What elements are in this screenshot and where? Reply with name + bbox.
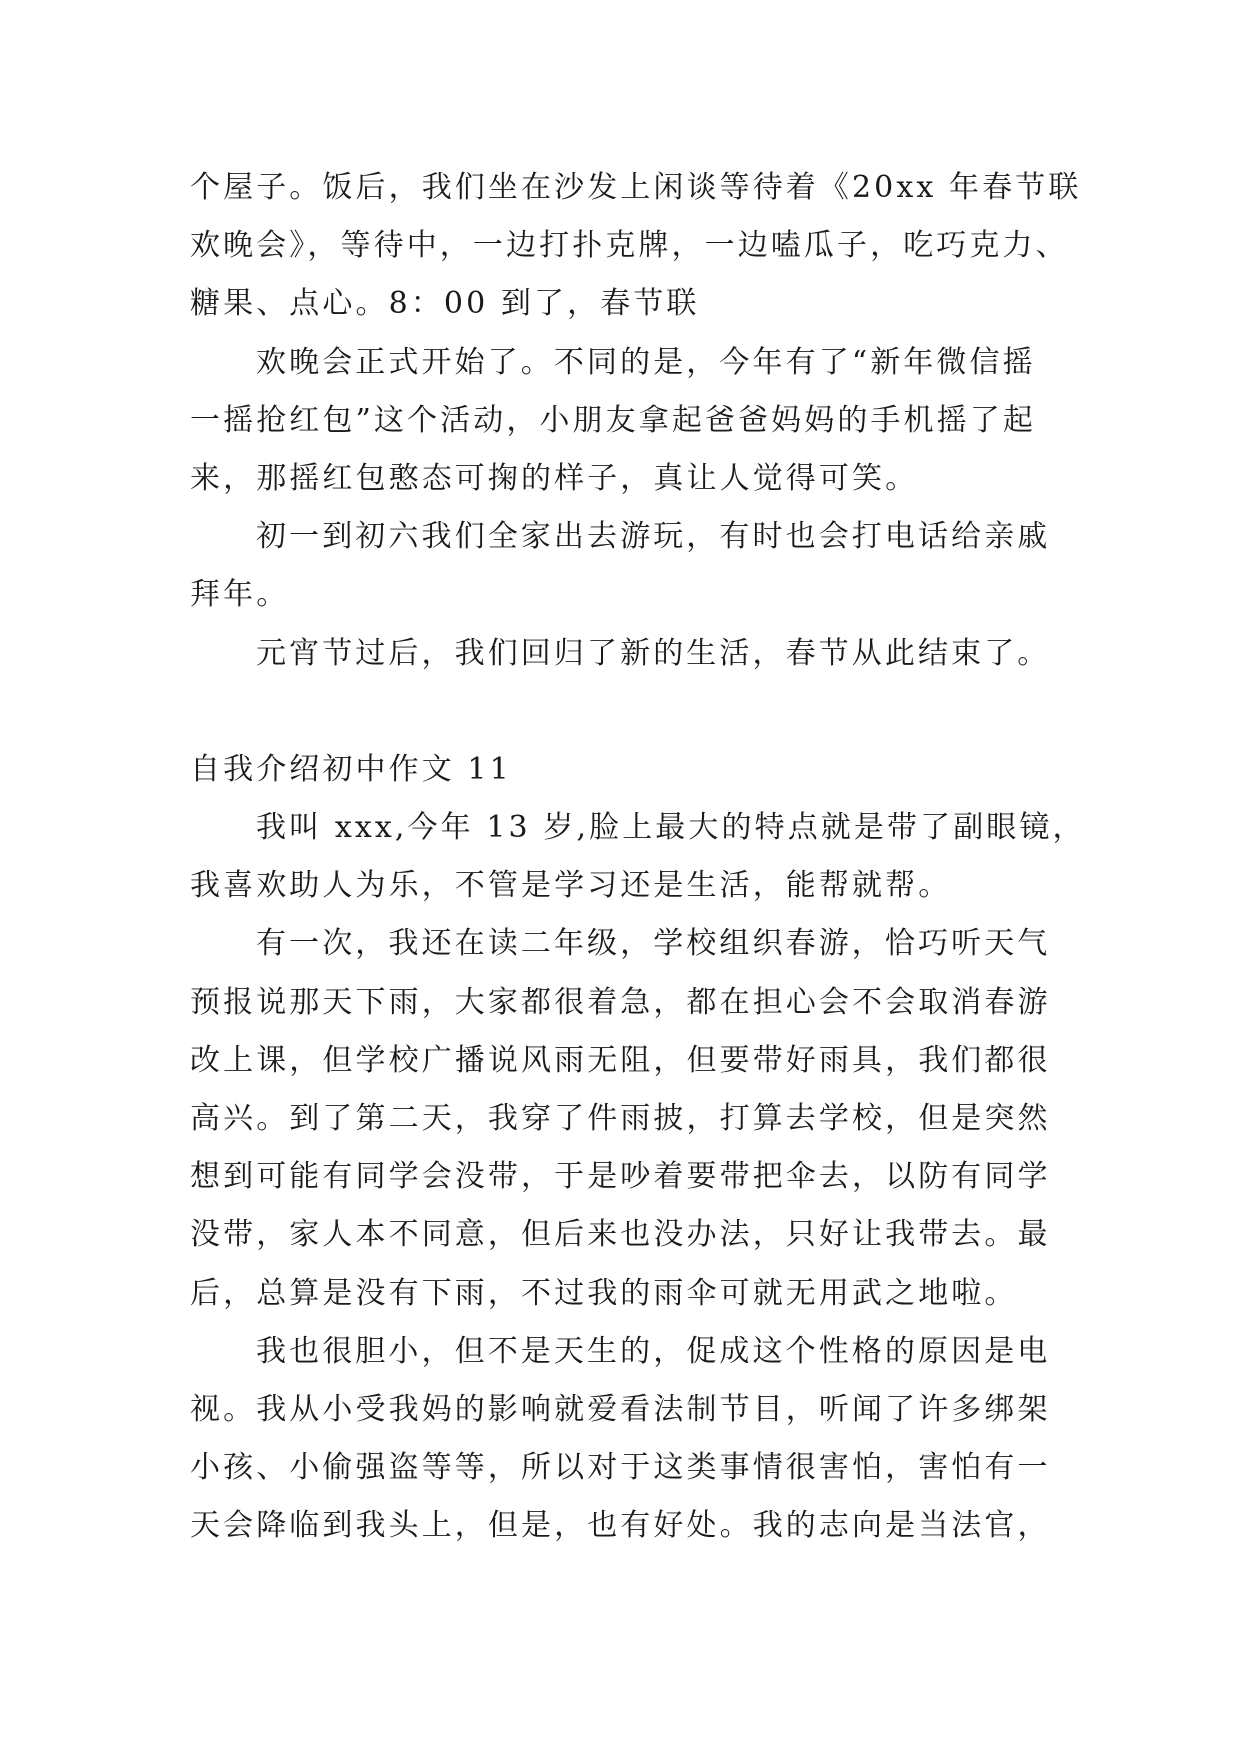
text-line: 预报说那天下雨，大家都很着急，都在担心会不会取消春游: [190, 984, 1051, 1020]
paragraph: [190, 334, 1241, 509]
paragraph: [190, 625, 1241, 683]
text-line: 小孩、小偷强盗等等，所以对于这类事情很害怕，害怕有一: [190, 1450, 1051, 1486]
section-gap: [190, 683, 1241, 741]
paragraph: [190, 915, 1241, 1322]
section-title: 自我介绍初中作文 11: [190, 751, 512, 787]
text-line: 欢晚会正式开始了。不同的是，今年有了“新年微信摇: [256, 344, 1036, 380]
text-line: 拜年。: [190, 577, 290, 613]
text-line: 有一次，我还在读二年级，学校组织春游，恰巧听天气: [256, 926, 1051, 962]
text-line: 元宵节过后，我们回归了新的生活，春节从此结束了。: [256, 635, 1051, 671]
text-line: 视。我从小受我妈的影响就爱看法制节目，听闻了许多绑架: [190, 1391, 1051, 1427]
text-line: 高兴。到了第二天，我穿了件雨披，打算去学校，但是突然: [190, 1101, 1051, 1136]
text-line: 我也很胆小，但不是天生的，促成这个性格的原因是电: [256, 1333, 1051, 1369]
text-line: 天会降临到我头上，但是，也有好处。我的志向是当法官，: [190, 1508, 1051, 1544]
text-line: 我喜欢助人为乐，不管是学习还是生活，能帮就帮。: [190, 868, 952, 904]
text-line: 没带，家人本不同意，但后来也没办法，只好让我带去。最: [190, 1217, 1051, 1253]
text-line: 糖果、点心。8：00 到了，春节联: [190, 286, 700, 322]
text-line: 初一到初六我们全家出去游玩，有时也会打电话给亲戚: [256, 519, 1051, 555]
paragraph: [190, 1323, 1241, 1556]
text-line: 来，那摇红包憨态可掬的样子，真让人觉得可笑。: [190, 460, 919, 496]
text-line: 改上课，但学校广播说风雨无阻，但要带好雨具，我们都很: [190, 1042, 1051, 1078]
text-line: 后，总算是没有下雨，不过我的雨伞可就无用武之地啦。: [190, 1275, 1018, 1311]
text-line: 我叫 xxx,今年 13 岁,脸上最大的特点就是带了副眼镜，: [256, 810, 1086, 846]
essay-section: [190, 741, 1241, 1556]
paragraph: [190, 159, 1241, 334]
essay-continuation-section: [190, 159, 1241, 683]
paragraph: [190, 508, 1241, 624]
paragraph: [190, 799, 1241, 915]
text-line: 个屋子。饭后，我们坐在沙发上闲谈等待着《20xx 年春节联: [190, 170, 1082, 205]
text-line: 想到可能有同学会没带，于是吵着要带把伞去，以防有同学: [190, 1159, 1051, 1195]
text-line: 一摇抢红包”这个活动，小朋友拿起爸爸妈妈的手机摇了起: [190, 402, 1036, 438]
text-line: 欢晚会》，等待中，一边打扑克牌，一边嗑瓜子，吃巧克力、: [190, 228, 1069, 264]
